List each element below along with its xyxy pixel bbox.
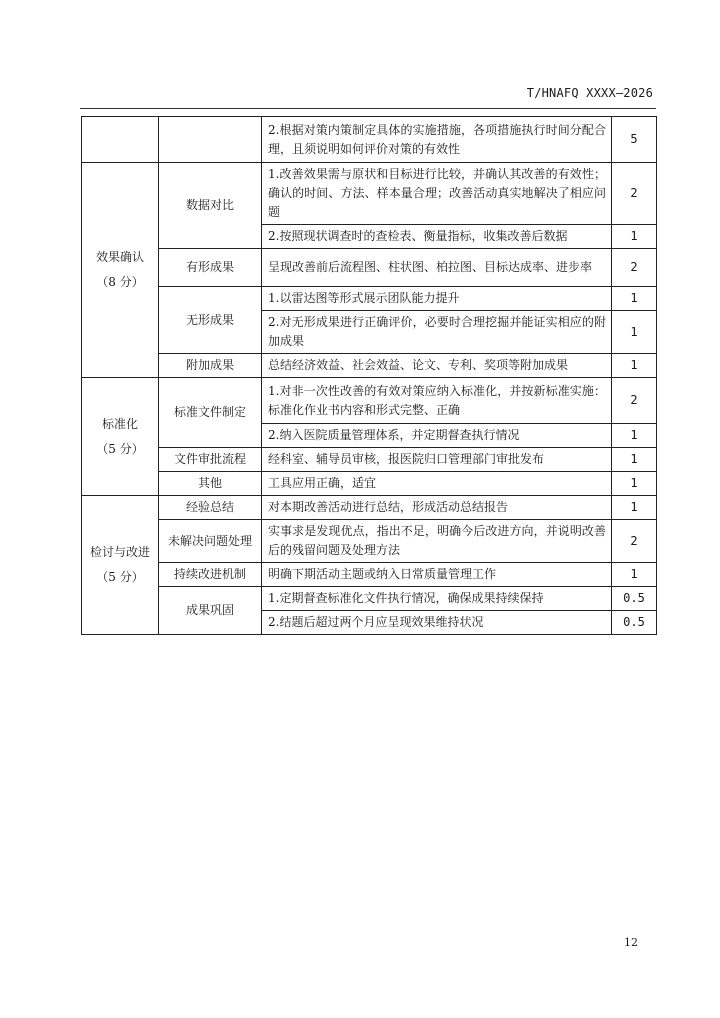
criteria-cell: 对本期改善活动进行总结，形成活动总结报告 — [262, 496, 612, 520]
category-name: 效果确认 — [95, 250, 144, 264]
category-cell — [82, 163, 159, 378]
criteria-cell: 2.结题后超过两个月应呈现效果维持状况 — [262, 611, 612, 635]
subcategory-cell: 未解决问题处理 — [159, 520, 262, 563]
table-row — [82, 117, 657, 163]
subcategory-cell: 其他 — [159, 472, 262, 496]
subcategory-cell: 文件审批流程 — [159, 448, 262, 472]
table-row — [82, 163, 657, 225]
table-row — [82, 354, 657, 378]
page-number: 12 — [624, 936, 638, 949]
points-cell: 1 — [612, 354, 657, 378]
table-body — [82, 117, 657, 635]
table-row — [82, 520, 657, 563]
points-cell: 2 — [612, 163, 657, 225]
criteria-cell: 总结经济效益、社会效益、论文、专利、奖项等附加成果 — [262, 354, 612, 378]
points-cell: 2 — [612, 249, 657, 287]
header-rule — [80, 108, 656, 109]
evaluation-table — [81, 116, 657, 635]
points-cell: 1 — [612, 424, 657, 448]
document-code: T/HNAFQ XXXX—2026 — [526, 86, 653, 100]
criteria-cell: 工具应用正确，适宜 — [262, 472, 612, 496]
category-cell — [82, 496, 159, 635]
subcategory-cell — [159, 117, 262, 163]
criteria-cell: 2.对无形成果进行正确评价，必要时合理挖掘并能证实相应的附加成果 — [262, 311, 612, 354]
table-row — [82, 472, 657, 496]
criteria-cell: 2.根据对策内策制定具体的实施措施，各项措施执行时间分配合理，且须说明如何评价对策的有效性 — [262, 117, 612, 163]
points-cell: 1 — [612, 563, 657, 587]
table-row — [82, 587, 657, 611]
table-row — [82, 496, 657, 520]
table-row — [82, 378, 657, 424]
criteria-cell: 1.对非一次性改善的有效对策应纳入标准化，并按新标准实施：标准化作业书内容和形式完整、正确 — [262, 378, 612, 424]
subcategory-cell: 经验总结 — [159, 496, 262, 520]
subcategory-cell: 成果巩固 — [159, 587, 262, 635]
criteria-cell: 明确下期活动主题或纳入日常质量管理工作 — [262, 563, 612, 587]
category-score: （8 分） — [96, 275, 144, 289]
category-cell — [82, 117, 159, 163]
points-cell: 1 — [612, 311, 657, 354]
table-row — [82, 563, 657, 587]
subcategory-cell: 无形成果 — [159, 287, 262, 354]
points-cell: 2 — [612, 378, 657, 424]
points-cell: 1 — [612, 225, 657, 249]
criteria-cell: 2.按照现状调查时的查检表、衡量指标，收集改善后数据 — [262, 225, 612, 249]
subcategory-cell: 持续改进机制 — [159, 563, 262, 587]
category-cell — [82, 378, 159, 496]
points-cell: 1 — [612, 472, 657, 496]
criteria-cell: 1.以雷达图等形式展示团队能力提升 — [262, 287, 612, 311]
criteria-cell: 呈现改善前后流程图、柱状图、柏拉图、目标达成率、进步率 — [262, 249, 612, 287]
points-cell: 1 — [612, 448, 657, 472]
table-row — [82, 249, 657, 287]
subcategory-cell: 有形成果 — [159, 249, 262, 287]
points-cell: 1 — [612, 496, 657, 520]
criteria-cell: 2.纳入医院质量管理体系，并定期督查执行情况 — [262, 424, 612, 448]
criteria-cell: 经科室、辅导员审核，报医院归口管理部门审批发布 — [262, 448, 612, 472]
subcategory-cell: 数据对比 — [159, 163, 262, 249]
subcategory-cell: 标准文件制定 — [159, 378, 262, 448]
points-cell: 1 — [612, 287, 657, 311]
criteria-cell: 1.改善效果需与原状和目标进行比较，并确认其改善的有效性；确认的时间、方法、样本量合理；改善活动真实地解决了相应问题 — [262, 163, 612, 225]
points-cell: 5 — [612, 117, 657, 163]
points-cell: 2 — [612, 520, 657, 563]
table-row — [82, 287, 657, 311]
category-name: 标准化 — [101, 416, 138, 431]
points-cell: 0.5 — [612, 587, 657, 611]
table-row — [82, 448, 657, 472]
criteria-cell: 实事求是发现优点，指出不足，明确今后改进方向，并说明改善后的残留问题及处理方法 — [262, 520, 612, 563]
category-score: （5 分） — [96, 570, 144, 584]
points-cell: 0.5 — [612, 611, 657, 635]
subcategory-cell: 附加成果 — [159, 354, 262, 378]
category-score: （5 分） — [96, 441, 144, 456]
criteria-cell: 1.定期督查标准化文件执行情况，确保成果持续保持 — [262, 587, 612, 611]
category-name: 检讨与改进 — [89, 545, 150, 559]
